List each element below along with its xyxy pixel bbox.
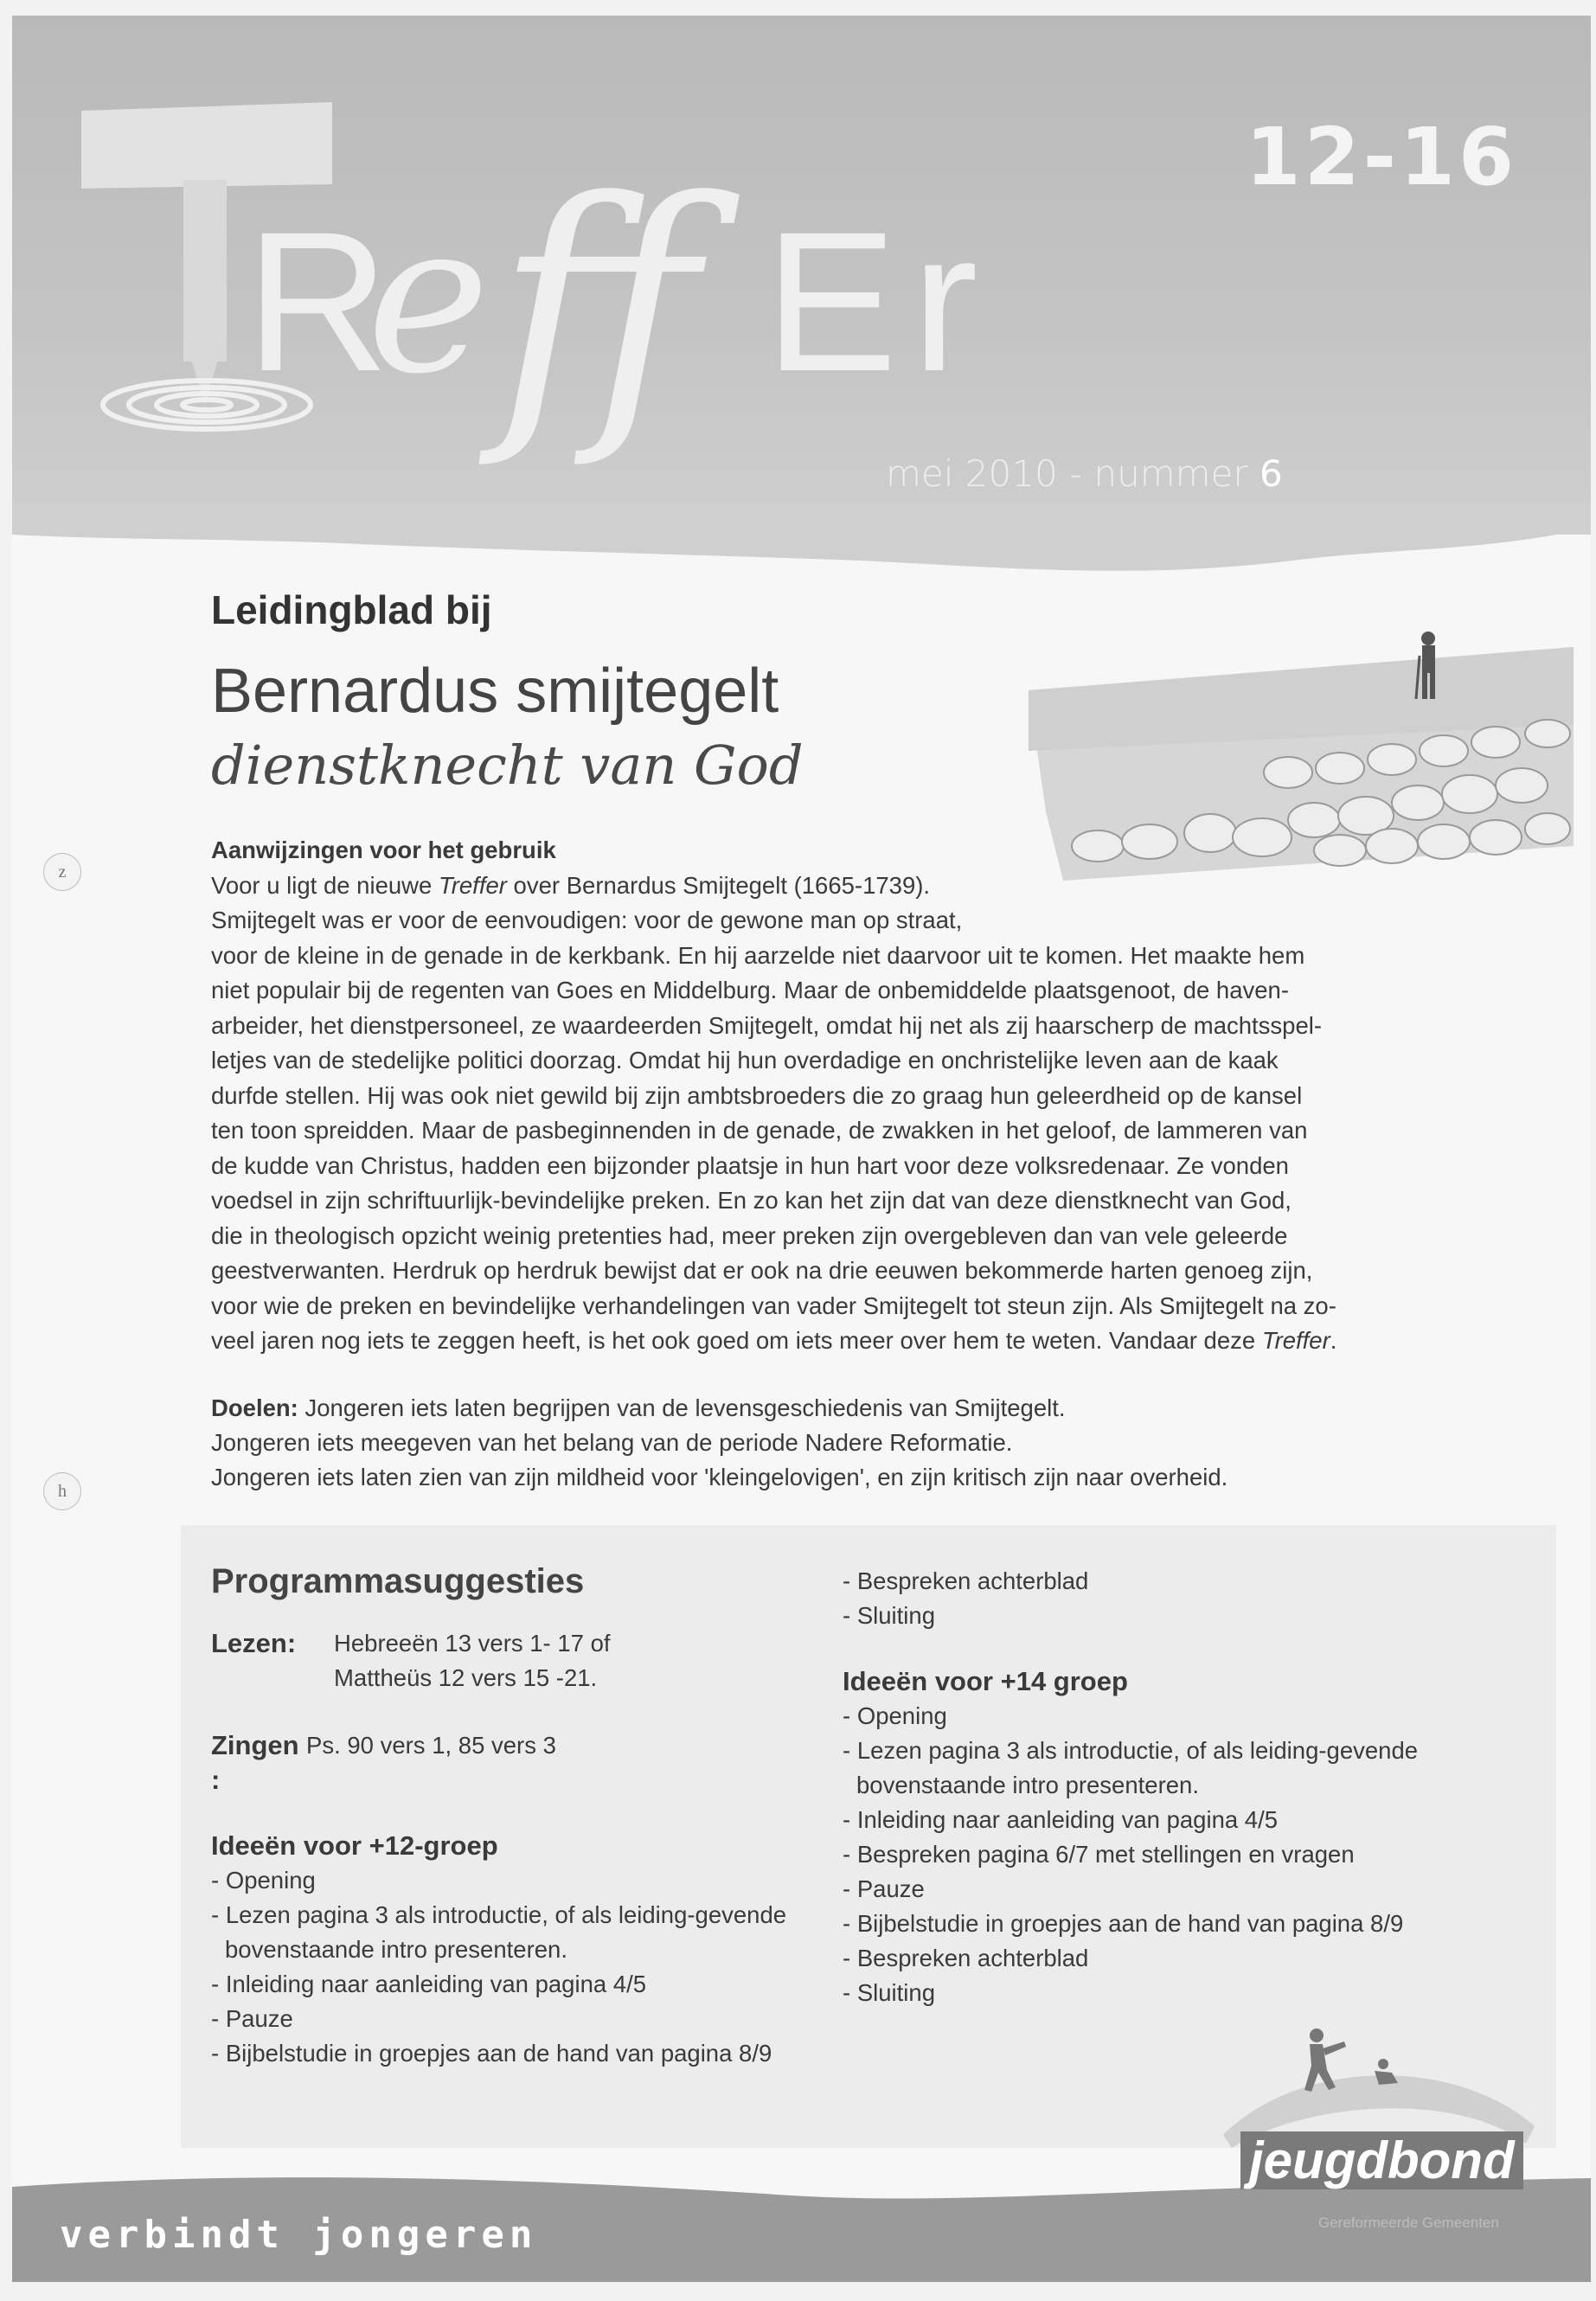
goal-line bbox=[211, 1460, 1465, 1495]
treffer-mention: Treffer bbox=[438, 871, 507, 899]
program-item: - Lezen pagina 3 als introductie, of als leiding-gevende bovenstaande intro presenteren. bbox=[211, 1898, 834, 1967]
intro-line bbox=[211, 1183, 1439, 1219]
intro-line bbox=[211, 973, 1439, 1009]
reading-label: Lezen: bbox=[211, 1628, 297, 1658]
singing-row bbox=[211, 1728, 834, 1798]
intro-text: voedsel in zijn schriftuurlijk-bevindelijke preken. En zo kan het zijn dat van deze dienstknecht van God, bbox=[211, 1187, 1292, 1214]
punch-hole: h bbox=[43, 1472, 81, 1510]
program-item: - Pauze bbox=[843, 1872, 1465, 1907]
intro-line bbox=[211, 1009, 1439, 1044]
intro-heading: Aanwijzingen voor het gebruik bbox=[211, 836, 556, 863]
group12-title: Ideeën voor +12-groep bbox=[211, 1830, 498, 1861]
program-item: - Opening bbox=[211, 1863, 834, 1898]
singing-value: Ps. 90 vers 1, 85 vers 3 bbox=[306, 1732, 556, 1759]
goal-item: Jongeren iets laten zien van zijn mildheid voor 'kleingelovigen', en zijn kritisch zijn naar overheid. bbox=[211, 1464, 1228, 1490]
treffer-mention: Treffer bbox=[1261, 1327, 1330, 1354]
intro-text: veel jaren nog iets te zeggen heeft, is het ook goed om iets meer over hem te weten. Vandaar deze bbox=[211, 1327, 1262, 1354]
program-item: - Bespreken achterblad bbox=[843, 1564, 1465, 1599]
svg-text:E: E bbox=[765, 190, 898, 413]
intro-text: ten toon spreidden. Maar de pasbeginnenden in de genade, de zwakken in het geloof, de lammeren van bbox=[211, 1117, 1308, 1144]
goal-item: Jongeren iets meegeven van het belang van de periode Nadere Reformatie. bbox=[211, 1429, 1013, 1456]
program-item: - Bijbelstudie in groepjes aan de hand van pagina 8/9 bbox=[843, 1907, 1465, 1941]
program-item: - Sluiting bbox=[843, 1976, 1465, 2010]
intro-section bbox=[211, 833, 1439, 1359]
issue-number: 6 bbox=[1259, 452, 1283, 495]
intro-text: arbeider, het dienstpersoneel, ze waardeerden Smijtegelt, omdat hij net als zij haarscherp de machtsspel- bbox=[211, 1011, 1323, 1039]
t-bar bbox=[81, 102, 332, 189]
issue-prefix: mei 2010 - nummer bbox=[886, 452, 1248, 495]
singing-label: Zingen : bbox=[211, 1730, 299, 1795]
goal-item: Jongeren iets laten begrijpen van de levensgeschiedenis van Smijtegelt. bbox=[304, 1394, 1066, 1421]
goals-section bbox=[211, 1391, 1465, 1495]
intro-line bbox=[211, 903, 1439, 939]
intro-line bbox=[211, 1289, 1439, 1324]
intro-line bbox=[211, 868, 1439, 904]
program-item: - Opening bbox=[843, 1699, 1465, 1734]
intro-line bbox=[211, 1149, 1439, 1184]
slogan: verbindt jongeren bbox=[60, 2213, 538, 2257]
program-item: - Pauze bbox=[211, 2002, 834, 2036]
reading-value bbox=[324, 1626, 834, 1695]
group14-title: Ideeën voor +14 groep bbox=[843, 1666, 1128, 1696]
reading-line: Hebreeën 13 vers 1- 17 of bbox=[334, 1630, 611, 1657]
program-item: - Sluiting bbox=[843, 1599, 1465, 1633]
goal-line bbox=[211, 1391, 1465, 1426]
program-item: - Inleiding naar aanleiding van pagina 4/5 bbox=[843, 1803, 1465, 1837]
page bbox=[12, 16, 1591, 2282]
intro-line bbox=[211, 1324, 1439, 1359]
age-range: 12-16 bbox=[1245, 111, 1517, 203]
issue-line bbox=[886, 452, 1283, 495]
intro-text: geestverwanten. Herdruk op herdruk bewijst dat er ook na drie eeuwen bekommerde harten genoeg zijn, bbox=[211, 1257, 1313, 1284]
org-subtitle: Gereformeerde Gemeenten bbox=[1318, 2214, 1499, 2231]
intro-text: die in theologisch opzicht weinig pretenties had, meer preken zijn overgebleven dan van vele geleerde bbox=[211, 1221, 1288, 1249]
program-title: Programmasuggesties bbox=[211, 1562, 585, 1600]
logo-letters: R bbox=[246, 190, 390, 413]
intro-line bbox=[211, 1253, 1439, 1289]
program-item: - Lezen pagina 3 als introductie, of als leiding-gevende bovenstaande intro presenteren. bbox=[843, 1734, 1465, 1803]
program-left-column bbox=[211, 1564, 834, 2071]
intro-text: de kudde van Christus, hadden een bijzonder plaatsje in hun hart voor deze volksredenaar. Ze vonden bbox=[211, 1151, 1289, 1179]
group14-list bbox=[843, 1699, 1465, 2010]
page-subtitle: dienstknecht van God bbox=[211, 734, 804, 797]
svg-text:ff: ff bbox=[497, 140, 699, 472]
page-title: Bernardus smijtegelt bbox=[211, 657, 779, 726]
intro-line bbox=[211, 1113, 1439, 1149]
kicker: Leidingblad bij bbox=[211, 587, 492, 632]
org-name-text: jeugdbond bbox=[1240, 2131, 1523, 2189]
program-item: - Bespreken pagina 6/7 met stellingen en vragen bbox=[843, 1837, 1465, 1872]
runner-icon bbox=[1375, 2059, 1398, 2085]
group12-list bbox=[211, 1863, 834, 2071]
intro-line bbox=[211, 1079, 1439, 1114]
intro-text: voor de kleine in de genade in de kerkbank. En hij aarzelde niet daarvoor uit te komen. Het maakte hem bbox=[211, 941, 1305, 969]
intro-text: voor wie de preken en bevindelijke verhandelingen van vader Smijtegelt tot steun zijn. Als Smijtegelt na zo- bbox=[211, 1292, 1336, 1319]
intro-text: over Bernardus Smijtegelt (1665-1739). bbox=[506, 871, 931, 899]
intro-text: niet populair bij de regenten van Goes en Middelburg. Maar de onbemiddelde plaatsgenoot, de haven- bbox=[211, 977, 1289, 1003]
program-item: - Bespreken achterblad bbox=[843, 1941, 1465, 1976]
t-stem bbox=[183, 180, 227, 362]
intro-line bbox=[211, 1043, 1439, 1079]
intro-text: letjes van de stedelijke politici doorzag. Omdat hij hun overdadige en onchristelijke leven aan de kaak bbox=[211, 1047, 1279, 1074]
reading-row bbox=[211, 1626, 834, 1695]
program-item: - Bijbelstudie in groepjes aan de hand van pagina 8/9 bbox=[211, 2036, 834, 2071]
intro-text: . bbox=[1330, 1327, 1337, 1354]
svg-text:e: e bbox=[367, 177, 490, 420]
intro-text: Smijtegelt was er voor de eenvoudigen: voor de gewone man op straat, bbox=[211, 907, 963, 933]
reading-line: Mattheüs 12 vers 15 -21. bbox=[334, 1664, 598, 1691]
punch-hole: z bbox=[43, 853, 81, 891]
intro-line bbox=[211, 939, 1439, 974]
intro-body bbox=[211, 868, 1439, 1359]
group12-list-continued bbox=[843, 1564, 1465, 1633]
goal-line bbox=[211, 1426, 1465, 1460]
goals-label: Doelen: bbox=[211, 1394, 298, 1421]
intro-text: durfde stellen. Hij was ook niet gewild bij zijn ambtsbroeders die zo graag hun geleerdheid op de kansel bbox=[211, 1081, 1303, 1109]
svg-text:r: r bbox=[912, 190, 978, 413]
program-item: - Inleiding naar aanleiding van pagina 4/5 bbox=[211, 1967, 834, 2002]
org-name bbox=[1240, 2131, 1523, 2190]
intro-line bbox=[211, 1219, 1439, 1254]
program-right-column bbox=[843, 1564, 1465, 2010]
intro-text: Voor u ligt de nieuwe bbox=[211, 871, 439, 899]
